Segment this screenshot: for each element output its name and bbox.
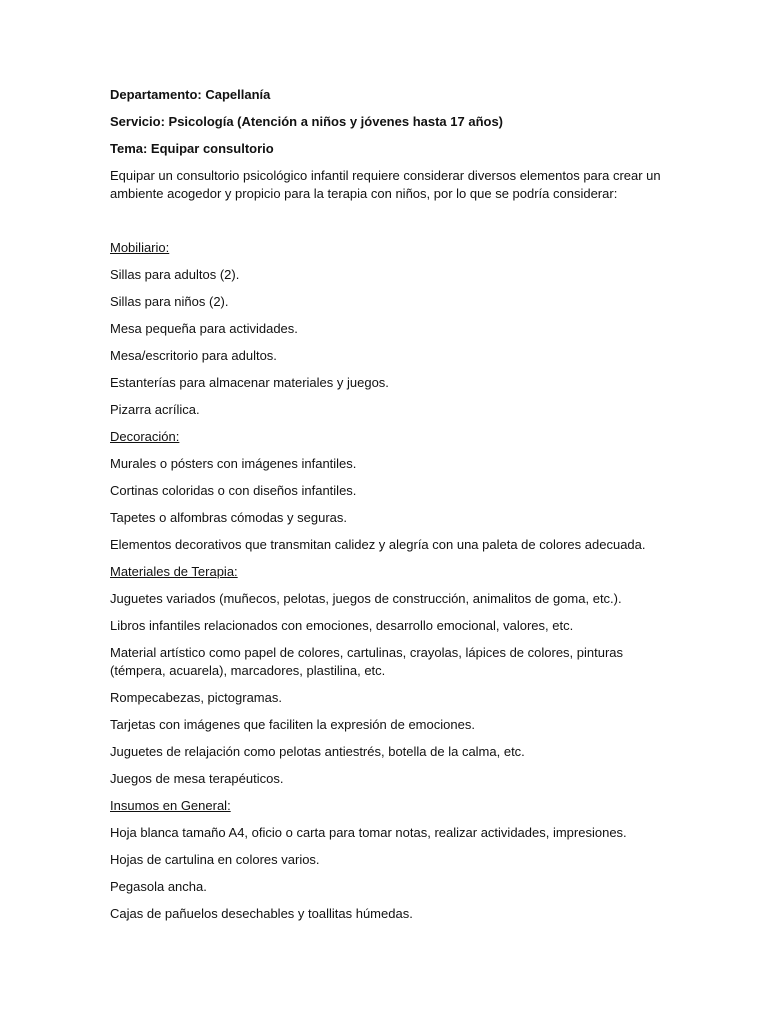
list-item: Rompecabezas, pictogramas. xyxy=(110,690,282,705)
list-item: Murales o pósters con imágenes infantiles. xyxy=(110,456,357,471)
list-item: Elementos decorativos que transmitan calidez y alegría con una paleta de colores adecuada. xyxy=(110,537,646,552)
intro-paragraph: Equipar un consultorio psicológico infantil requiere considerar diversos elementos para crear un ambiente acogedor y propicio para la terapia con niños, por lo que se podría considerar: xyxy=(110,168,661,201)
list-item: Juguetes variados (muñecos, pelotas, juegos de construcción, animalitos de goma, etc.). xyxy=(110,591,622,606)
section-materiales-de-terapia xyxy=(110,563,670,788)
section-title: Decoración: xyxy=(110,429,180,444)
section-title: Materiales de Terapia: xyxy=(110,564,238,579)
section-title: Insumos en General: xyxy=(110,798,231,813)
list-item: Tapetes o alfombras cómodas y seguras. xyxy=(110,510,348,525)
list-item: Tarjetas con imágenes que faciliten la expresión de emociones. xyxy=(110,717,475,732)
topic-heading: Tema: Equipar consultorio xyxy=(110,141,274,156)
list-item: Mesa/escritorio para adultos. xyxy=(110,348,277,363)
list-item: Pizarra acrílica. xyxy=(110,402,200,417)
section-insumos-en-general xyxy=(110,797,670,923)
list-item: Juguetes de relajación como pelotas antiestrés, botella de la calma, etc. xyxy=(110,744,525,759)
list-item: Cajas de pañuelos desechables y toallitas húmedas. xyxy=(110,906,413,921)
list-item: Hoja blanca tamaño A4, oficio o carta para tomar notas, realizar actividades, impresiones. xyxy=(110,825,627,840)
list-item: Sillas para niños (2). xyxy=(110,294,229,309)
document-page xyxy=(110,86,670,932)
list-item: Estanterías para almacenar materiales y juegos. xyxy=(110,375,389,390)
section-decoracion xyxy=(110,428,670,554)
list-item: Mesa pequeña para actividades. xyxy=(110,321,298,336)
section-title: Mobiliario: xyxy=(110,240,170,255)
section-mobiliario xyxy=(110,239,670,419)
list-item: Cortinas coloridas o con diseños infantiles. xyxy=(110,483,357,498)
list-item: Hojas de cartulina en colores varios. xyxy=(110,852,320,867)
list-item: Juegos de mesa terapéuticos. xyxy=(110,771,284,786)
department-heading: Departamento: Capellanía xyxy=(110,87,271,102)
list-item: Libros infantiles relacionados con emociones, desarrollo emocional, valores, etc. xyxy=(110,618,574,633)
list-item: Material artístico como papel de colores, cartulinas, crayolas, lápices de colores, pinturas (témpera, acuarela), marcadores, plastilina, etc. xyxy=(110,645,624,678)
service-heading: Servicio: Psicología (Atención a niños y jóvenes hasta 17 años) xyxy=(110,114,504,129)
list-item: Sillas para adultos (2). xyxy=(110,267,240,282)
blank-line xyxy=(110,212,670,239)
list-item: Pegasola ancha. xyxy=(110,879,207,894)
